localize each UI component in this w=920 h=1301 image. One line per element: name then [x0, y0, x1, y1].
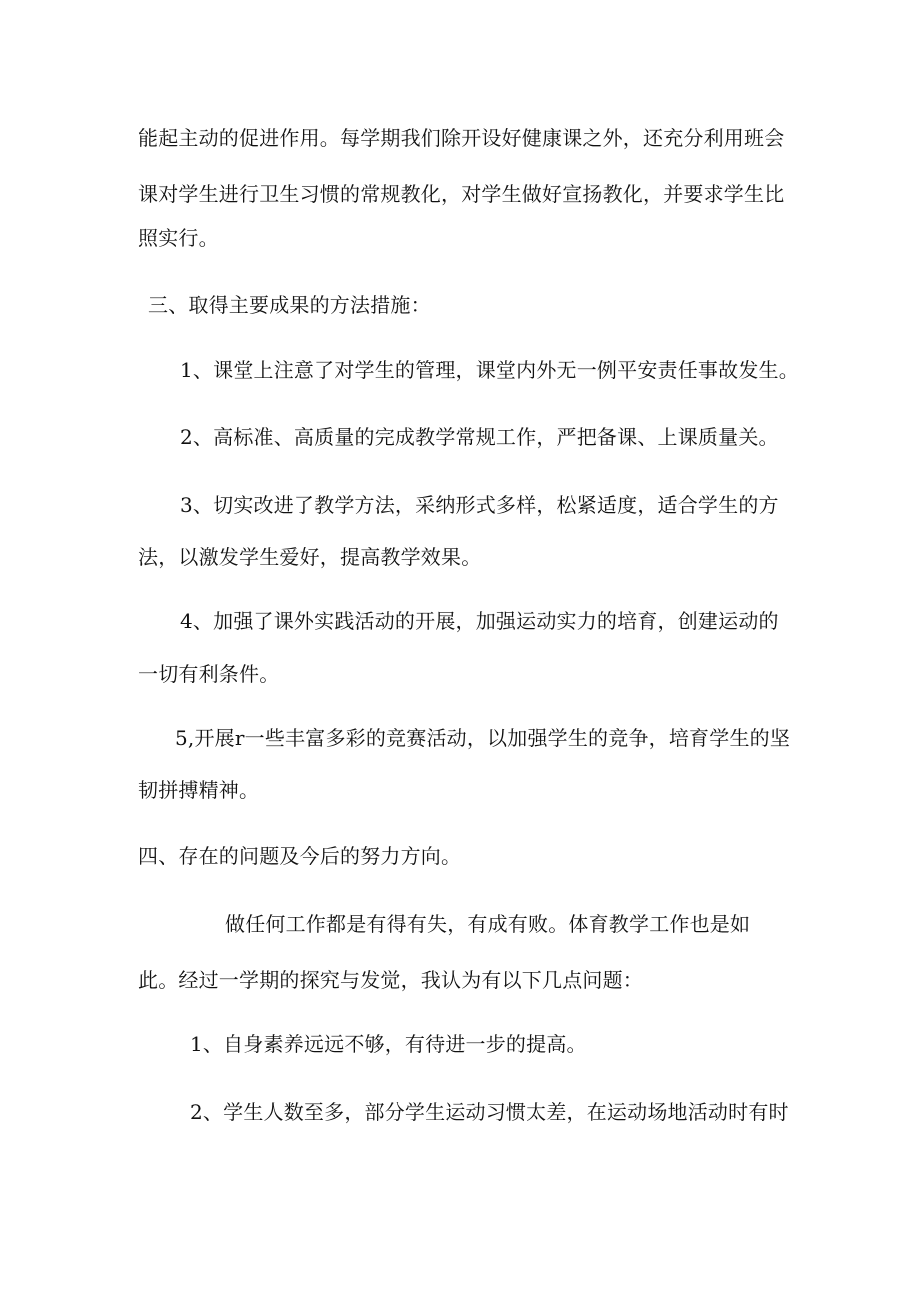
list-item-2: 2、高标准、高质量的完成教学常规工作，严把备课、上课质量关。 — [180, 425, 779, 449]
paragraph-line-2: 课对学生进行卫生习惯的常规教化，对学生做好宣扬教化，并要求学生比 — [138, 182, 785, 206]
paragraph-2-line-1: 做任何工作都是有得有失，有成有败。体育教学工作也是如 — [225, 912, 751, 936]
list-item-5-line-1: 5,开展r一些丰富多彩的竞赛活动，以加强学生的竞争，培育学生的坚 — [175, 726, 791, 750]
paragraph-line-3: 照实行。 — [138, 226, 219, 250]
list-item-3-line-2: 法，以激发学生爱好，提高教学效果。 — [138, 545, 482, 569]
problem-item-2: 2、学生人数至多，部分学生运动习惯太差，在运动场地活动时有时 — [190, 1100, 789, 1124]
section-heading-3: 三、取得主要成果的方法措施： — [148, 293, 431, 317]
section-heading-4: 四、存在的问题及今后的努力方向。 — [138, 844, 462, 868]
list-item-5-line-2: 韧拼搏精神。 — [138, 778, 260, 802]
list-item-1: 1、课堂上注意了对学生的管理，课堂内外无一例平安责任事故发生。 — [180, 358, 799, 382]
problem-item-1: 1、自身素养远远不够，有待进一步的提高。 — [190, 1032, 587, 1056]
paragraph-line-1: 能起主动的促进作用。每学期我们除开设好健康课之外，还充分利用班会 — [138, 126, 785, 150]
list-item-4-line-1: 4、加强了课外实践活动的开展，加强运动实力的培育，创建运动的 — [180, 609, 779, 633]
list-item-4-line-2: 一切有利条件。 — [138, 662, 280, 686]
list-item-3-line-1: 3、切实改进了教学方法，采纳形式多样，松紧适度，适合学生的方 — [180, 493, 779, 517]
paragraph-2-line-2: 此。经过一学期的探究与发觉，我认为有以下几点问题： — [138, 968, 643, 992]
